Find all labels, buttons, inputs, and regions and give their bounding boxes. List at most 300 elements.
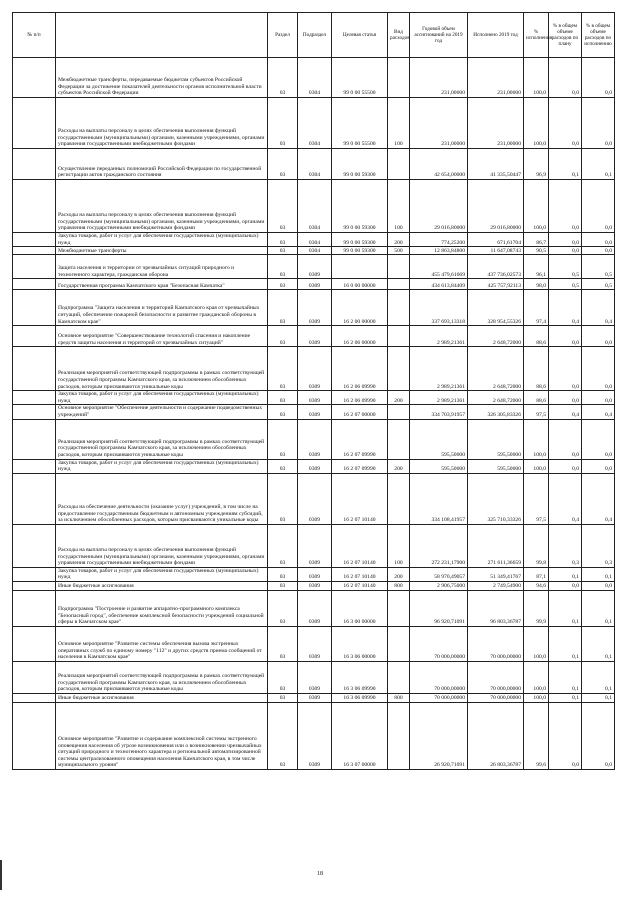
cell-share-plan: 0,4 [549,290,582,326]
header-name [56,13,268,58]
cell-share-fact: 0,0 [582,326,615,347]
cell-podrazdel: 0309 [298,290,332,326]
cell-fact: 326 305,83326 [468,405,524,419]
cell-target-article: 16 2 07 10140 [332,524,388,567]
cell-percent: 100,0 [524,661,549,693]
table-row [13,661,615,693]
cell-percent: 100,0 [524,58,549,98]
cell-num [13,255,56,279]
cell-target-article: 16 2 06 09990 [332,347,388,391]
table-row [13,391,615,405]
cell-num [13,661,56,693]
cell-podrazdel: 0304 [298,247,332,255]
cell-share-fact: 0,0 [582,702,615,769]
cell-fact: 26 803,36787 [468,702,524,769]
cell-percent: 88,6 [524,391,549,405]
cell-razdel: 03 [268,326,298,347]
cell-razdel: 03 [268,581,298,590]
header-share-plan: % в общем объеме расходов по плану [549,13,582,58]
table-row [13,459,615,473]
cell-percent: 98,0 [524,279,549,290]
cell-podrazdel: 0309 [298,326,332,347]
cell-fact: 2 749,54900 [468,581,524,590]
cell-share-fact: 0,0 [582,180,615,233]
cell-podrazdel: 0309 [298,255,332,279]
table-row [13,524,615,567]
cell-expense-type [388,405,410,419]
cell-target-article: 16 2 07 00000 [332,405,388,419]
cell-share-fact: 0,0 [582,58,615,98]
cell-share-fact: 0,0 [582,419,615,459]
cell-num [13,405,56,419]
table-row [13,247,615,255]
cell-name: Осуществление переданных полномочий Российской Федерации по государственной регистрации актов гражданского состояния [56,149,268,180]
cell-razdel: 03 [268,626,298,661]
cell-razdel: 03 [268,347,298,391]
cell-target-article: 99 0 00 59300 [332,149,388,180]
cell-num [13,419,56,459]
cell-fact: 595,50000 [468,459,524,473]
cell-fact: 328 954,55326 [468,290,524,326]
cell-target-article: 99 0 00 59300 [332,247,388,255]
cell-razdel: 03 [268,233,298,247]
table-row [13,581,615,590]
cell-target-article: 16 0 00 00000 [332,279,388,290]
cell-num [13,347,56,391]
cell-razdel: 03 [268,661,298,693]
cell-share-plan: 0,0 [549,459,582,473]
cell-name: Реализация мероприятий соответствующей подпрограммы в рамках соответствующей государственной программы Камчатского края, за исключением обособленных расходов, которым присваиваются уникальные коды [56,419,268,459]
cell-razdel: 03 [268,391,298,405]
cell-expense-type: 100 [388,180,410,233]
cell-percent: 100,0 [524,180,549,233]
cell-share-fact: 0,0 [582,459,615,473]
cell-percent: 96,9 [524,149,549,180]
cell-share-plan: 0,0 [549,419,582,459]
cell-podrazdel: 0304 [298,180,332,233]
cell-share-plan: 0,0 [549,391,582,405]
cell-percent: 100,0 [524,98,549,149]
cell-expense-type [388,149,410,180]
cell-name: Реализация мероприятий соответствующей подпрограммы в рамках соответствующей государственной программы Камчатского края, за исключением обособленных расходов, которым присваиваются уникальные коды [56,661,268,693]
cell-name: Основное мероприятие "Развитие и содержание комплексной системы экстренного оповещения населения об угрозе возникновения или о возникновении чрезвычайных ситуаций природного и техногенного характера и региональной автоматизированной системы централизованного оповещения населения Камчатского края, в том числе муниципального уровня" [56,702,268,769]
cell-podrazdel: 0309 [298,590,332,626]
cell-podrazdel: 0309 [298,626,332,661]
cell-razdel: 03 [268,255,298,279]
cell-name: Иные бюджетные ассигнования [56,693,268,702]
table-row [13,473,615,524]
cell-plan: 58 970,49057 [410,567,468,581]
cell-fact: 70 000,00000 [468,626,524,661]
cell-name: Межбюджетные трансферты [56,247,268,255]
cell-podrazdel: 0309 [298,347,332,391]
header-fact: Исполнено 2019 год [468,13,524,58]
cell-podrazdel: 0309 [298,693,332,702]
cell-name: Межбюджетные трансферты, передаваемые бюджетам субъектов Российской Федерации за достижение показателей деятельности органов исполнительной власти субъектов Российской Федерации [56,58,268,98]
cell-name: Расходы на выплаты персоналу в целях обеспечения выполнения функций государственными (муниципальными) органами, казенными учреждениями, органами управления государственными внебюджетными фондами [56,180,268,233]
cell-share-plan: 0,1 [549,626,582,661]
cell-share-plan: 0,1 [549,661,582,693]
cell-podrazdel: 0309 [298,661,332,693]
cell-expense-type: 200 [388,391,410,405]
cell-share-plan: 0,0 [549,702,582,769]
cell-podrazdel: 0309 [298,524,332,567]
cell-plan: 231,00000 [410,98,468,149]
cell-num [13,180,56,233]
cell-plan: 2 989,21361 [410,347,468,391]
header-razdel: Раздел [268,13,298,58]
cell-razdel: 03 [268,405,298,419]
cell-percent: 100,0 [524,419,549,459]
cell-num [13,693,56,702]
cell-num [13,391,56,405]
cell-share-fact: 0,4 [582,290,615,326]
cell-podrazdel: 0309 [298,391,332,405]
cell-share-plan: 0,4 [549,473,582,524]
cell-target-article: 16 2 07 10140 [332,473,388,524]
cell-name: Реализация мероприятий соответствующей подпрограммы в рамках соответствующей государственной программы Камчатского края, за исключением обособленных расходов, которым присваиваются уникальные коды [56,347,268,391]
cell-fact: 11 647,08743 [468,247,524,255]
cell-percent: 86,7 [524,233,549,247]
cell-num [13,581,56,590]
header-podrazdel: Подраздел [298,13,332,58]
header-plan: Годовой объем ассигнований на 2019 год [410,13,468,58]
cell-podrazdel: 0309 [298,405,332,419]
header-expense-type: Вид расходов [388,13,410,58]
cell-share-plan: 0,0 [549,58,582,98]
cell-percent: 100,0 [524,626,549,661]
cell-razdel: 03 [268,693,298,702]
cell-expense-type [388,590,410,626]
cell-plan: 595,50000 [410,419,468,459]
cell-share-plan: 0,0 [549,180,582,233]
cell-num [13,279,56,290]
cell-razdel: 03 [268,58,298,98]
cell-share-fact: 0,1 [582,567,615,581]
cell-fact: 96 803,36787 [468,590,524,626]
cell-expense-type: 500 [388,247,410,255]
cell-fact: 2 648,72000 [468,326,524,347]
cell-plan: 42 654,00000 [410,149,468,180]
table-row [13,149,615,180]
table-row [13,180,615,233]
cell-expense-type [388,58,410,98]
header-percent: % исполнения [524,13,549,58]
cell-share-fact: 0,0 [582,233,615,247]
cell-plan: 455 479,61669 [410,255,468,279]
cell-expense-type [388,255,410,279]
cell-podrazdel: 0309 [298,581,332,590]
cell-target-article: 16 2 07 10140 [332,581,388,590]
cell-num [13,149,56,180]
cell-num [13,58,56,98]
cell-share-plan: 0,0 [549,233,582,247]
cell-plan: 434 613,84409 [410,279,468,290]
cell-expense-type: 800 [388,581,410,590]
cell-share-fact: 0,0 [582,391,615,405]
table-row [13,58,615,98]
cell-fact: 231,00000 [468,98,524,149]
cell-plan: 29 016,80000 [410,180,468,233]
cell-target-article: 99 0 00 55500 [332,98,388,149]
cell-share-plan: 0,0 [549,98,582,149]
cell-share-fact: 0,1 [582,693,615,702]
cell-plan: 2 906,75000 [410,581,468,590]
cell-percent: 97,5 [524,473,549,524]
cell-target-article: 16 2 07 09990 [332,419,388,459]
cell-share-plan: 0,5 [549,279,582,290]
cell-plan: 96 920,71091 [410,590,468,626]
cell-plan: 2 989,21361 [410,326,468,347]
cell-share-plan: 0,0 [549,326,582,347]
cell-share-plan: 0,4 [549,405,582,419]
budget-table [12,12,615,770]
cell-num [13,626,56,661]
cell-fact: 325 710,33326 [468,473,524,524]
cell-percent: 100,0 [524,693,549,702]
cell-share-fact: 0,0 [582,98,615,149]
cell-target-article: 99 0 00 55500 [332,58,388,98]
cell-num [13,233,56,247]
cell-expense-type: 100 [388,524,410,567]
cell-expense-type [388,290,410,326]
cell-razdel: 03 [268,279,298,290]
cell-razdel: 03 [268,290,298,326]
cell-share-plan: 0,1 [549,590,582,626]
cell-fact: 231,00000 [468,58,524,98]
cell-share-fact: 0,5 [582,279,615,290]
cell-razdel: 03 [268,149,298,180]
cell-expense-type: 200 [388,567,410,581]
cell-expense-type [388,473,410,524]
table-row [13,590,615,626]
cell-name: Закупка товаров, работ и услуг для обеспечения государственных (муниципальных) нужд [56,459,268,473]
cell-name: Расходы на выплаты персоналу в целях обеспечения выполнения функций государственными (муниципальными) органами, казенными учреждениями, органами управления государственными внебюджетными фондами [56,98,268,149]
cell-plan: 334 703,91957 [410,405,468,419]
cell-target-article: 16 2 00 00000 [332,290,388,326]
cell-percent: 99,6 [524,702,549,769]
table-row [13,290,615,326]
cell-fact: 2 648,72000 [468,391,524,405]
cell-name: Подпрограмма "Защита населения и территорий Камчатского края от чрезвычайных ситуаций, обеспечение пожарной безопасности и развитие гражданской обороны в Камчатском крае" [56,290,268,326]
cell-percent: 96,1 [524,255,549,279]
cell-expense-type [388,419,410,459]
table-row [13,419,615,459]
cell-plan: 337 693,13318 [410,290,468,326]
cell-expense-type [388,279,410,290]
cell-fact: 671,61704 [468,233,524,247]
cell-target-article: 99 0 00 59300 [332,180,388,233]
cell-podrazdel: 0309 [298,279,332,290]
cell-expense-type [388,661,410,693]
cell-share-plan: 0,3 [549,524,582,567]
header-target-article: Целевая статья [332,13,388,58]
cell-name: Расходы на выплаты персоналу в целях обеспечения выполнения функций государственными (муниципальными) органами, казенными учреждениями, органами управления государственными внебюджетными фондами [56,524,268,567]
cell-share-plan: 0,0 [549,347,582,391]
cell-share-fact: 0,4 [582,405,615,419]
cell-razdel: 03 [268,590,298,626]
table-row [13,693,615,702]
cell-target-article: 99 0 00 59300 [332,233,388,247]
scan-edge-mark [0,860,2,890]
cell-name: Основное мероприятие "Совершенствование технологий спасения и накопление средств защиты населения и территорий от чрезвычайных ситуаций" [56,326,268,347]
cell-expense-type [388,347,410,391]
cell-plan: 272 231,17900 [410,524,468,567]
table-row [13,702,615,769]
cell-target-article: 16 3 06 09990 [332,661,388,693]
cell-num [13,290,56,326]
cell-name: Подпрограмма "Построение и развитие аппаратно-программного комплекса "Безопасный город", обеспечение комплексной безопасности учреждений социальной сферы в Камчатском крае" [56,590,268,626]
cell-target-article: 16 2 06 00000 [332,326,388,347]
table-header-row [13,13,615,58]
cell-plan: 70 000,00000 [410,661,468,693]
cell-target-article [332,255,388,279]
cell-share-plan: 0,1 [549,567,582,581]
cell-share-plan: 0,0 [549,247,582,255]
cell-share-plan: 0,1 [549,693,582,702]
cell-name: Основное мероприятие "Обеспечение деятельности и содержание подведомственных учреждений" [56,405,268,419]
cell-name: Основное мероприятие "Развитие системы обеспечения вызова экстренных оперативных служб по единому номеру "112" и других средств приема сообщений от населения в Камчатском крае" [56,626,268,661]
cell-plan: 595,50000 [410,459,468,473]
cell-fact: 271 611,36659 [468,524,524,567]
cell-share-fact: 0,4 [582,473,615,524]
cell-share-fact: 0,0 [582,347,615,391]
cell-expense-type: 800 [388,693,410,702]
cell-fact: 2 648,72000 [468,347,524,391]
cell-name: Государственная программа Камчатского края "Безопасная Камчатка" [56,279,268,290]
cell-percent: 99,8 [524,524,549,567]
table-row [13,326,615,347]
cell-percent: 90,5 [524,247,549,255]
cell-percent: 88,6 [524,326,549,347]
cell-plan: 12 863,84800 [410,247,468,255]
cell-razdel: 03 [268,473,298,524]
cell-share-fact: 0,1 [582,149,615,180]
cell-razdel: 03 [268,180,298,233]
cell-num [13,473,56,524]
cell-share-plan: 0,1 [549,149,582,180]
cell-podrazdel: 0309 [298,459,332,473]
cell-percent: 88,6 [524,347,549,391]
table-row [13,233,615,247]
cell-num [13,326,56,347]
cell-podrazdel: 0304 [298,149,332,180]
cell-share-fact: 0,1 [582,590,615,626]
cell-plan: 70 000,00000 [410,693,468,702]
cell-plan: 774,25200 [410,233,468,247]
cell-num [13,590,56,626]
cell-name: Закупка товаров, работ и услуг для обеспечения государственных (муниципальных) нужд [56,567,268,581]
cell-podrazdel: 0309 [298,702,332,769]
cell-podrazdel: 0304 [298,58,332,98]
cell-share-fact: 0,1 [582,626,615,661]
table-row [13,405,615,419]
cell-fact: 41 335,50447 [468,149,524,180]
cell-num [13,247,56,255]
cell-percent: 94,6 [524,581,549,590]
cell-target-article: 16 2 07 09990 [332,459,388,473]
page-number: 18 [317,871,323,877]
cell-razdel: 03 [268,524,298,567]
cell-percent: 87,1 [524,567,549,581]
cell-expense-type [388,626,410,661]
cell-razdel: 03 [268,702,298,769]
cell-name: Расходы на обеспечение деятельности (оказание услуг) учреждений, в том числе на предоставление государственным бюджетным и автономным учреждениям субсидий, за исключением обособленных расходов, которым присваиваются уникальные коды [56,473,268,524]
cell-fact: 29 016,80000 [468,180,524,233]
cell-fact: 425 757,92113 [468,279,524,290]
cell-percent: 100,0 [524,459,549,473]
cell-podrazdel: 0309 [298,567,332,581]
cell-share-fact: 0,1 [582,661,615,693]
cell-podrazdel: 0309 [298,419,332,459]
cell-percent: 97,5 [524,405,549,419]
cell-target-article: 16 3 06 09990 [332,693,388,702]
cell-podrazdel: 0309 [298,473,332,524]
cell-expense-type: 100 [388,98,410,149]
cell-plan: 2 989,21361 [410,391,468,405]
cell-podrazdel: 0304 [298,98,332,149]
cell-fact: 70 000,00000 [468,661,524,693]
cell-percent: 99,9 [524,590,549,626]
cell-fact: 51 349,41767 [468,567,524,581]
cell-name: Иные бюджетные ассигнования [56,581,268,590]
cell-target-article: 16 3 00 00000 [332,590,388,626]
cell-num [13,98,56,149]
cell-target-article: 16 2 06 09990 [332,391,388,405]
cell-percent: 97,4 [524,290,549,326]
cell-target-article: 16 2 07 10140 [332,567,388,581]
cell-share-fact: 0,0 [582,581,615,590]
table-row [13,567,615,581]
table-row [13,98,615,149]
cell-razdel: 03 [268,247,298,255]
cell-fact: 437 736,02573 [468,255,524,279]
cell-num [13,524,56,567]
cell-share-fact: 0,3 [582,524,615,567]
cell-expense-type [388,702,410,769]
cell-fact: 595,50000 [468,419,524,459]
header-share-fact: % в общем объеме расходов по исполнению [582,13,615,58]
table-row [13,279,615,290]
cell-num [13,702,56,769]
cell-fact: 70 000,00000 [468,693,524,702]
table-row [13,347,615,391]
cell-razdel: 03 [268,567,298,581]
cell-num [13,567,56,581]
cell-name: Закупка товаров, работ и услуг для обеспечения государственных (муниципальных) нужд [56,233,268,247]
cell-razdel: 03 [268,419,298,459]
table-row [13,626,615,661]
cell-target-article: 16 3 07 00000 [332,702,388,769]
cell-razdel: 03 [268,98,298,149]
cell-share-plan: 0,5 [549,255,582,279]
cell-plan: 334 108,41957 [410,473,468,524]
cell-share-fact: 0,0 [582,247,615,255]
cell-target-article: 16 3 06 00000 [332,626,388,661]
cell-plan: 70 000,00000 [410,626,468,661]
cell-num [13,459,56,473]
cell-plan: 231,00000 [410,58,468,98]
cell-plan: 26 920,71091 [410,702,468,769]
header-num: № п/п [13,13,56,58]
cell-expense-type [388,326,410,347]
cell-share-fact: 0,5 [582,255,615,279]
cell-name: Защита населения и территории от чрезвычайных ситуаций природного и техногенного характера, гражданская оборона [56,255,268,279]
cell-expense-type: 200 [388,233,410,247]
cell-razdel: 03 [268,459,298,473]
table-row [13,255,615,279]
cell-share-plan: 0,0 [549,581,582,590]
